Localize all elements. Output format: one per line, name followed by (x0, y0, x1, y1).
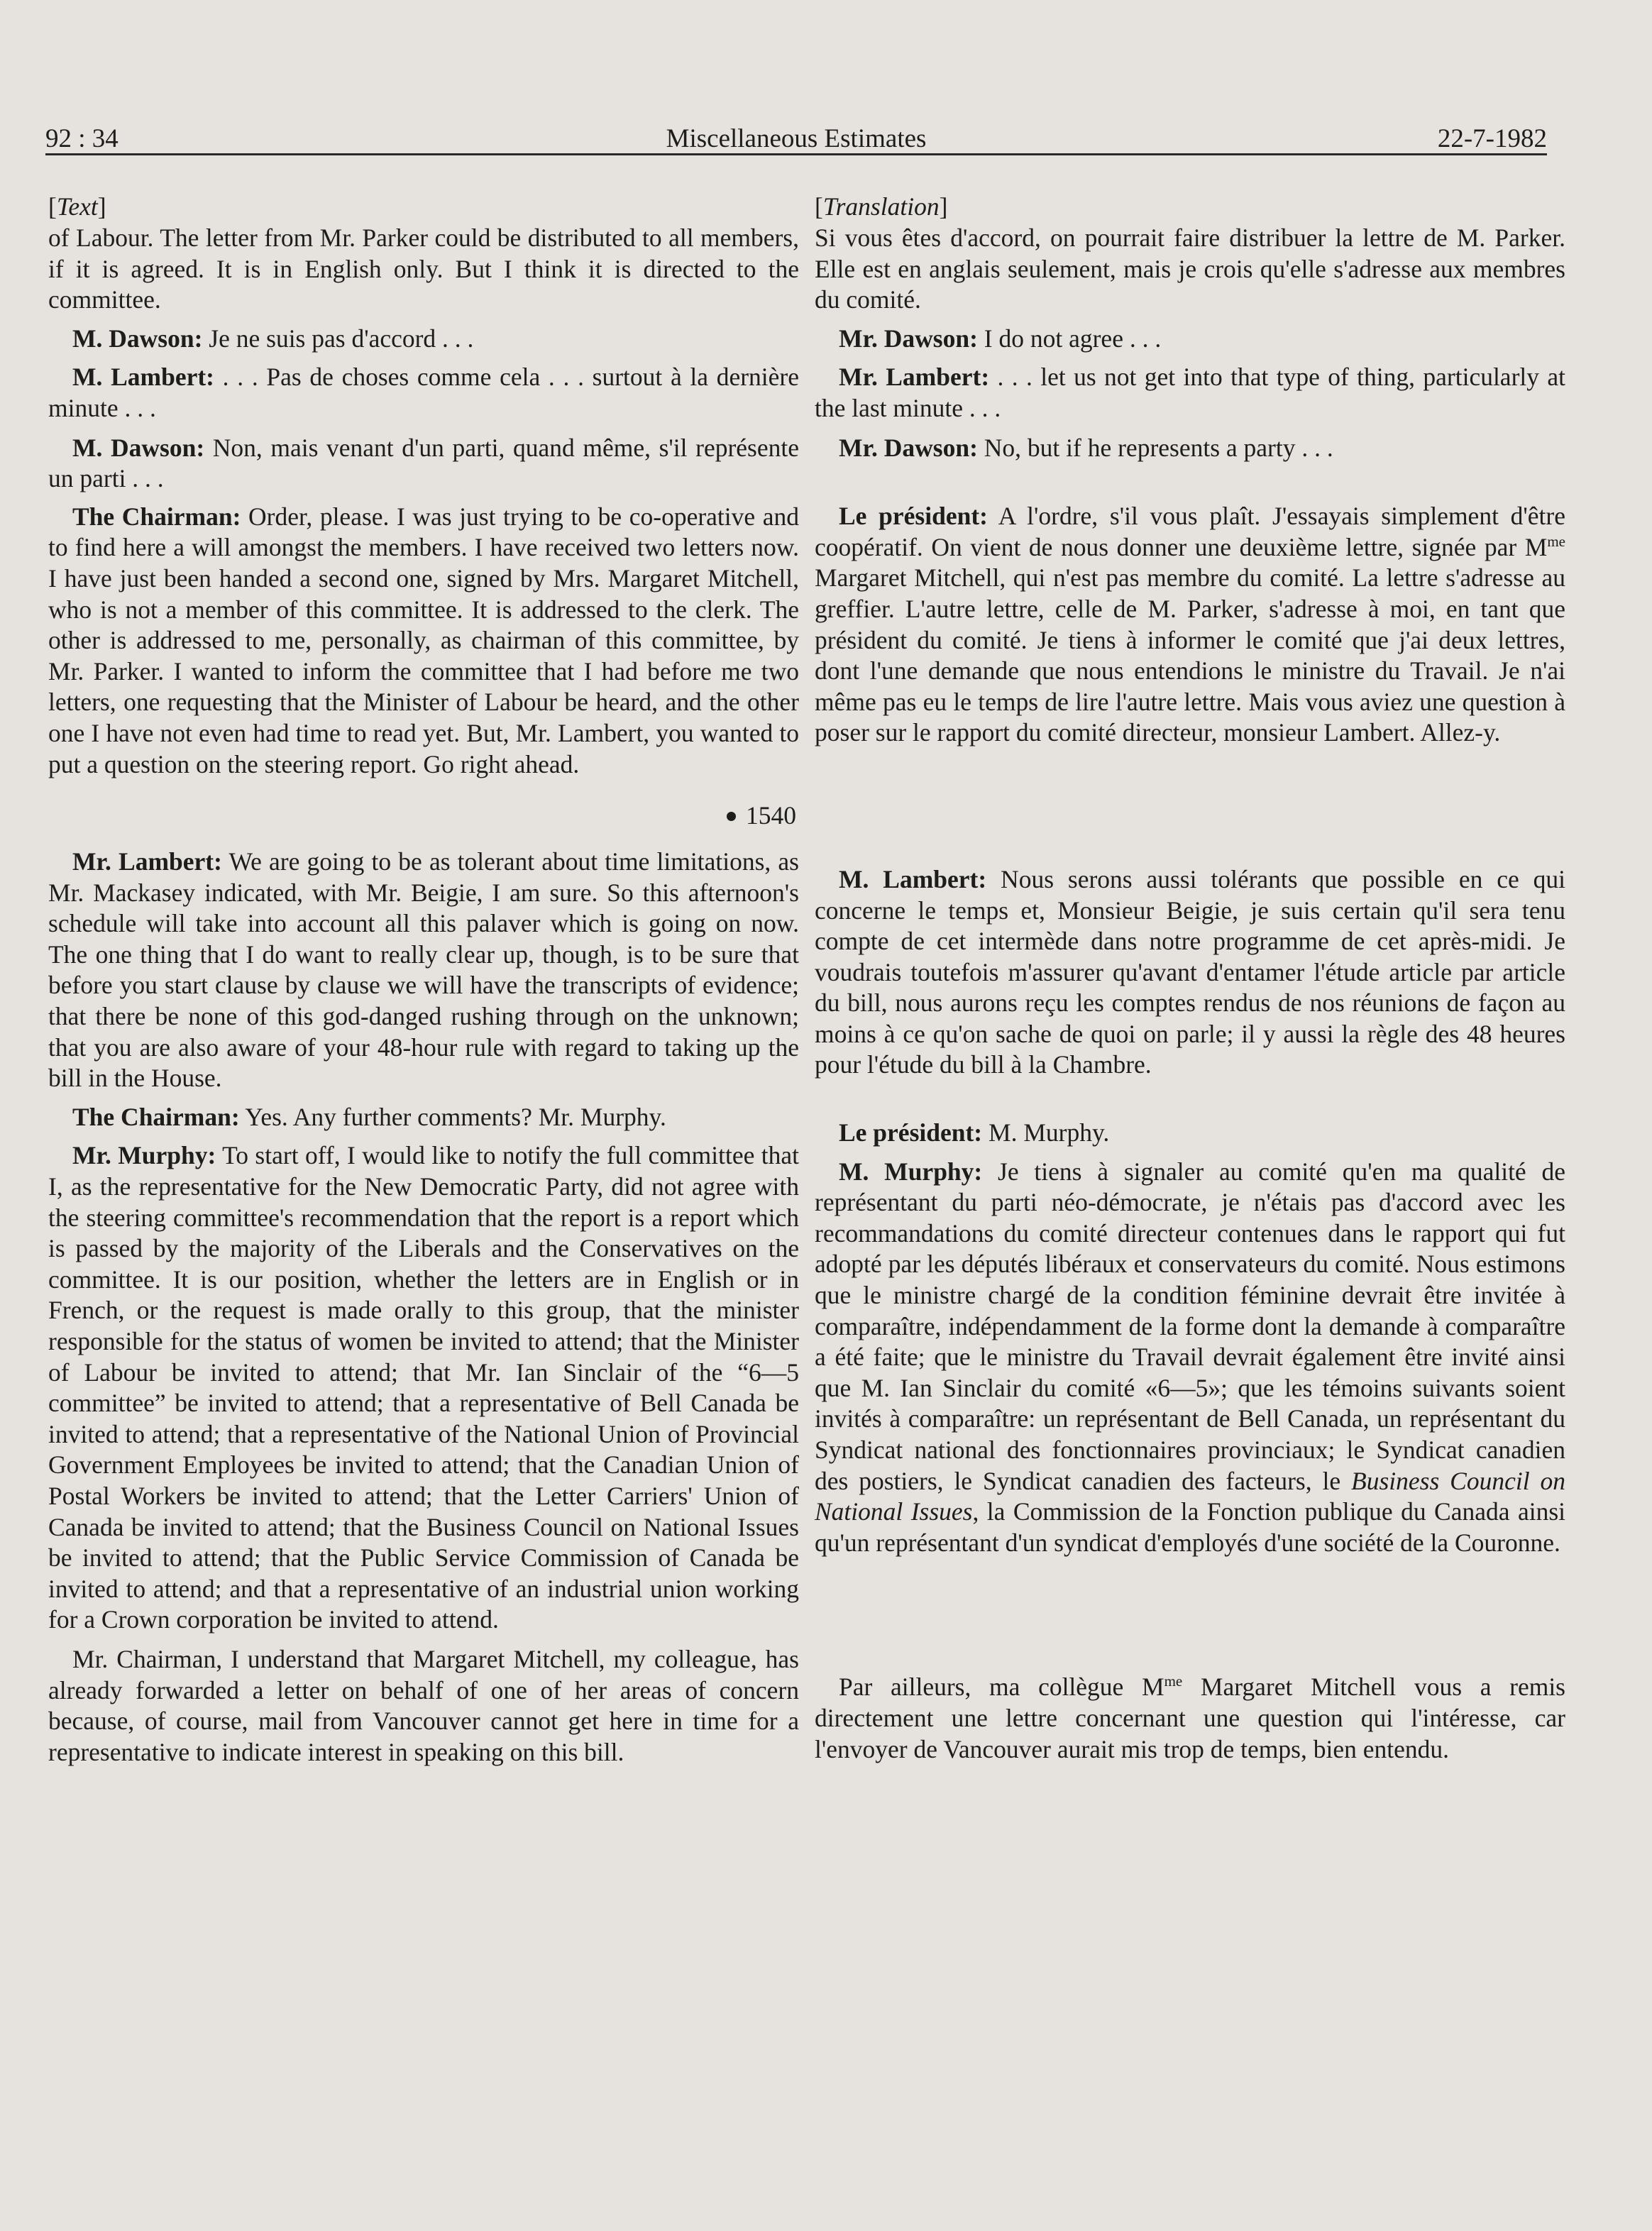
column-tag-text: [Text] (48, 192, 106, 221)
paragraph: M. Lambert: . . . Pas de choses comme cela . . . surtout à la dernière minute . . . (48, 363, 799, 422)
paragraph: Le président: M. Murphy. (839, 1118, 1110, 1147)
speaker-name: Mr. Lambert: (839, 363, 990, 392)
speaker-name: Mr. Dawson: (839, 324, 978, 353)
speaker-name: M. Murphy: (839, 1157, 983, 1186)
speaker-name: Mr. Lambert: (72, 847, 222, 876)
speaker-name: Mr. Dawson: (839, 433, 978, 462)
french-column (815, 190, 1565, 1765)
paragraph: of Labour. The letter from Mr. Parker could be distributed to all members, if it is agreed. It is in English only. But I think it is directed to the committee. (48, 224, 799, 314)
paragraph: Mr. Murphy: To start off, I would like to notify the full committee that I, as the representative for the New Democratic Party, did not agree with the steering committee's recommendation that the report is a report which is passed by the majority of the Liberals and the Conservatives on the committee. It is our position, whether the letters are in English or in French, or the request is made orally to this group, that the minister responsible for the status of women be invited to attend; that the Minister of Labour be invited to attend; that Mr. Ian Sinclair of the “6—5 committee” be invited to attend; that a representative of Bell Canada be invited to attend; that a representative of the National Union of Provincial Government Employees be invited to attend; that the Canadian Union of Postal Workers be invited to attend; that the Letter Carriers' Union of Canada be invited to attend; that the Business Council on National Issues be invited to attend; that the Public Service Commission of Canada be invited to attend; and that a representative of an industrial union working for a Crown corporation be invited to attend. (48, 1141, 799, 1634)
speaker-name: M. Dawson: (72, 433, 205, 462)
paragraph: M. Murphy: Je tiens à signaler au comité qu'en ma qualité de représentant du parti néo-démocrate, je n'étais pas d'accord avec les recommandations du comité directeur contenues dans le rapport qui fut adopté par les députés libéraux et conservateurs du comité. Nous estimons que le ministre chargé de la condition féminine devrait être invitée à comparaître, indépendamment de la forme dont la demande à comparaître a été faite; que le ministre du Travail devrait également être invité ainsi que M. Ian Sinclair du comité «6—5»; que les témoins suivants soient invités à comparaître: un représentant de Bell Canada, un représentant du Syndicat national des fonctionnaires provinciaux; le Syndicat canadien des postiers, le Syndicat canadien des facteurs, le Business Council on National Issues, la Commission de la Fonction publique du Canada ainsi qu'un représentant d'un syndicat d'employés d'une société de la Couronne. (815, 1157, 1566, 1557)
paragraph: M. Lambert: Nous serons aussi tolérants que possible en ce qui concerne le temps et, Monsieur Beigie, je suis certain qu'il sera tenu compte de cet intermède dans notre programme de cet après-midi. Je voudrais toutefois m'assurer qu'avant d'entamer l'étude article par article du bill, nous aurons reçu les comptes rendus de nos réunions de façon au moins à ce qu'on sache de quoi on parle; il y aussi la règle des 48 heures pour l'étude du bill à la Chambre. (815, 864, 1565, 1079)
column-tag-translation: [Translation] (815, 192, 948, 221)
speaker-name: The Chairman: (72, 502, 241, 531)
speaker-name: Le président: (839, 502, 988, 531)
paragraph: The Chairman: Order, please. I was just trying to be co-operative and to find here a will amongst the members. I have received two letters now. I have just been handed a second one, signed by Mrs. Margaret Mitchell, who is not a member of this committee. It is addressed to the clerk. The other is addressed to me, personally, as chairman of this committee, by Mr. Parker. I wanted to inform the committee that I had before me two letters, one requesting that the Minister of Labour be heard, and the other one I have not even had time to read yet. But, Mr. Lambert, you wanted to put a question on the steering report. Go right ahead. (48, 502, 799, 778)
page-number: 92 : 34 (45, 124, 119, 153)
time-marker: 1540 (48, 800, 796, 831)
paragraph: M. Dawson: Je ne suis pas d'accord . . . (72, 324, 474, 353)
paragraph: Mr. Dawson: I do not agree . . . (839, 324, 1162, 353)
paragraph: Par ailleurs, ma collègue $M^{me}$ Margaret Mitchell vous a remis directement une lettre concernant une question qui l'intéresse, car l'envoyer de Vancouver aurait mis trop de temps, bien entendu. (815, 1673, 1565, 1763)
publication-title: Miscellaneous Estimates (666, 124, 927, 153)
english-column (48, 190, 799, 1768)
paragraph: Mr. Lambert: We are going to be as tolerant about time limitations, as Mr. Mackasey indicated, with Mr. Beigie, I am sure. So this afternoon's schedule will take into account all this palaver which is going on now. The one thing that I do want to really clear up, though, is to be sure that before you start clause by clause we will have the transcripts of evidence; that there be none of this god-danged rushing through on the unknown; that you are also aware of your 48-hour rule with regard to taking up the bill in the House. (48, 847, 799, 1093)
paragraph: Mr. Lambert: . . . let us not get into that type of thing, particularly at the last minute . . . (815, 363, 1565, 422)
speaker-name: Mr. Murphy: (72, 1141, 216, 1170)
speaker-name: Le président: (839, 1118, 983, 1147)
bullet-icon (727, 812, 736, 821)
speaker-name: M. Lambert: (839, 864, 987, 893)
paragraph: Le président: A l'ordre, s'il vous plaît. J'essayais simplement d'être coopératif. On vient de nous donner une deuxième lettre, signée par $M^{me}$ Margaret Mitchell, qui n'est pas membre du comité. La lettre s'adresse au greffier. L'autre lettre, celle de M. Parker, s'adresse à moi, en tant que président du comité. Je tiens à informer le comité que j'ai deux lettres, dont l'une demande que nous entendions le ministre du Travail. Je n'ai même pas eu le temps de lire l'autre lettre. Mais vous aviez une question à poser sur le rapport du comité directeur, monsieur Lambert. Allez-y. (815, 502, 1565, 747)
speaker-name: The Chairman: (72, 1102, 240, 1131)
speaker-name: M. Lambert: (72, 363, 214, 392)
paragraph: Mr. Chairman, I understand that Margaret Mitchell, my colleague, has already forwarded a letter on behalf of one of her areas of concern because, of course, mail from Vancouver cannot get here in time for a representative to indicate interest in speaking on this bill. (48, 1644, 799, 1766)
paragraph: Mr. Dawson: No, but if he represents a party . . . (839, 433, 1333, 462)
header-date: 22-7-1982 (1437, 124, 1547, 153)
header-rule (45, 153, 1547, 155)
paragraph: The Chairman: Yes. Any further comments? Mr. Murphy. (72, 1102, 666, 1131)
paragraph: Si vous êtes d'accord, on pourrait faire distribuer la lettre de M. Parker. Elle est en anglais seulement, mais je crois qu'elle s'adresse aux membres du comité. (815, 224, 1565, 314)
speaker-name: M. Dawson: (72, 324, 203, 353)
paragraph: M. Dawson: Non, mais venant d'un parti, quand même, s'il représente un parti . . . (48, 433, 799, 493)
